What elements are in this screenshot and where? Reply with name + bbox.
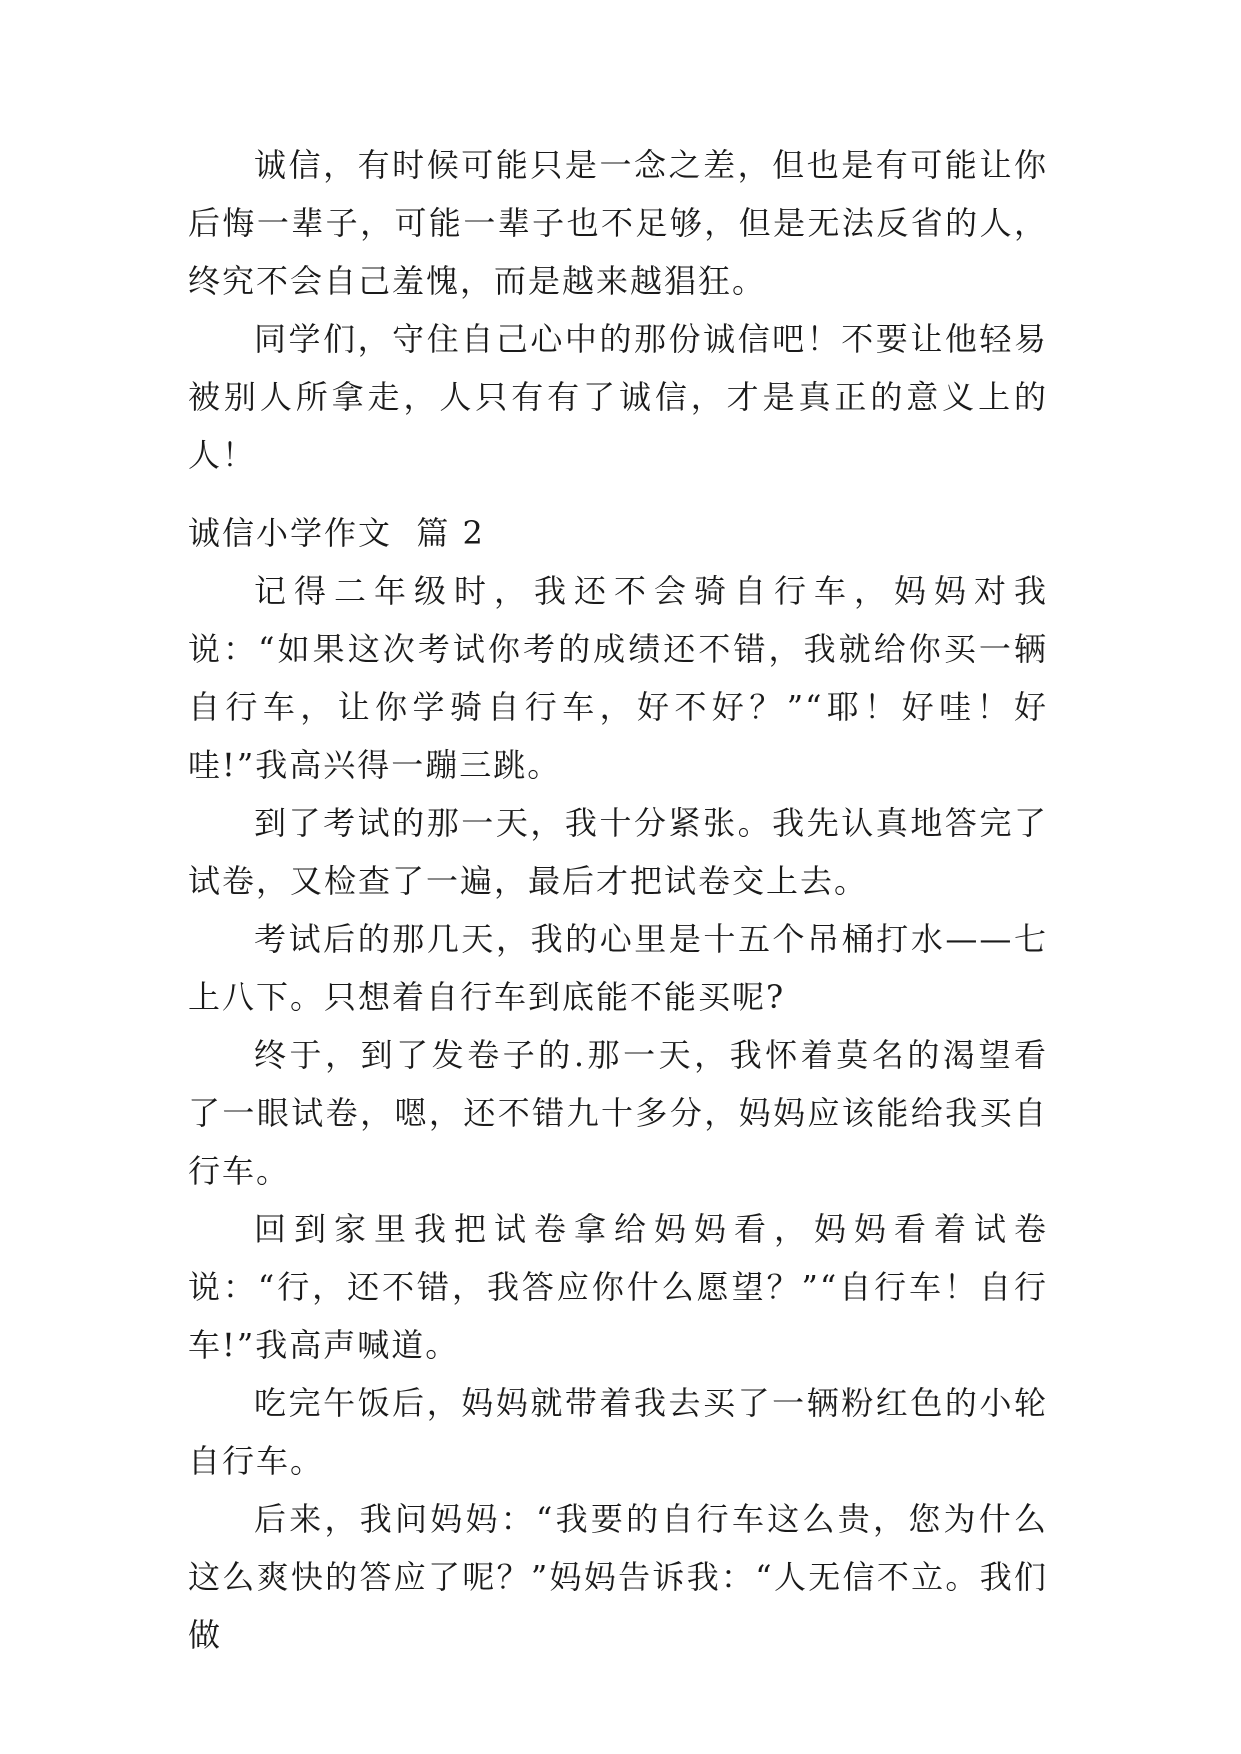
paragraph: 诚信，有时候可能只是一念之差，但也是有可能让你后悔一辈子，可能一辈子也不足够，但是无法反省的人，终究不会自己羞愧，而是越来越猖狂。 — [188, 146, 1048, 300]
paragraph: 回到家里我把试卷拿给妈妈看，妈妈看着试卷说：“行，还不错，我答应你什么愿望？”“自行车！自行车!”我高声喊道。 — [188, 1210, 1048, 1364]
section-2 — [188, 504, 1048, 1664]
paragraph: 记得二年级时，我还不会骑自行车，妈妈对我说：“如果这次考试你考的成绩还不错，我就给你买一辆自行车，让你学骑自行车，好不好？”“耶！好哇！好哇!”我高兴得一蹦三跳。 — [188, 572, 1048, 784]
section-heading: 诚信小学作文 篇 2 — [188, 514, 485, 552]
paragraph: 到了考试的那一天，我十分紧张。我先认真地答完了试卷，又检查了一遍，最后才把试卷交上去。 — [188, 804, 1048, 900]
paragraph: 终于，到了发卷子的.那一天，我怀着莫名的渴望看了一眼试卷，嗯，还不错九十多分，妈妈应该能给我买自行车。 — [188, 1036, 1048, 1190]
paragraph: 吃完午饭后，妈妈就带着我去买了一辆粉红色的小轮自行车。 — [188, 1384, 1048, 1480]
paragraph: 同学们，守住自己心中的那份诚信吧！不要让他轻易被别人所拿走，人只有有了诚信，才是真正的意义上的人！ — [188, 320, 1048, 474]
paragraph: 考试后的那几天，我的心里是十五个吊桶打水——七上八下。只想着自行车到底能不能买呢? — [188, 920, 1048, 1016]
paragraph: 后来，我问妈妈：“我要的自行车这么贵，您为什么这么爽快的答应了呢？”妈妈告诉我：“人无信不立。我们做 — [188, 1500, 1048, 1654]
section-1 — [188, 136, 1048, 484]
